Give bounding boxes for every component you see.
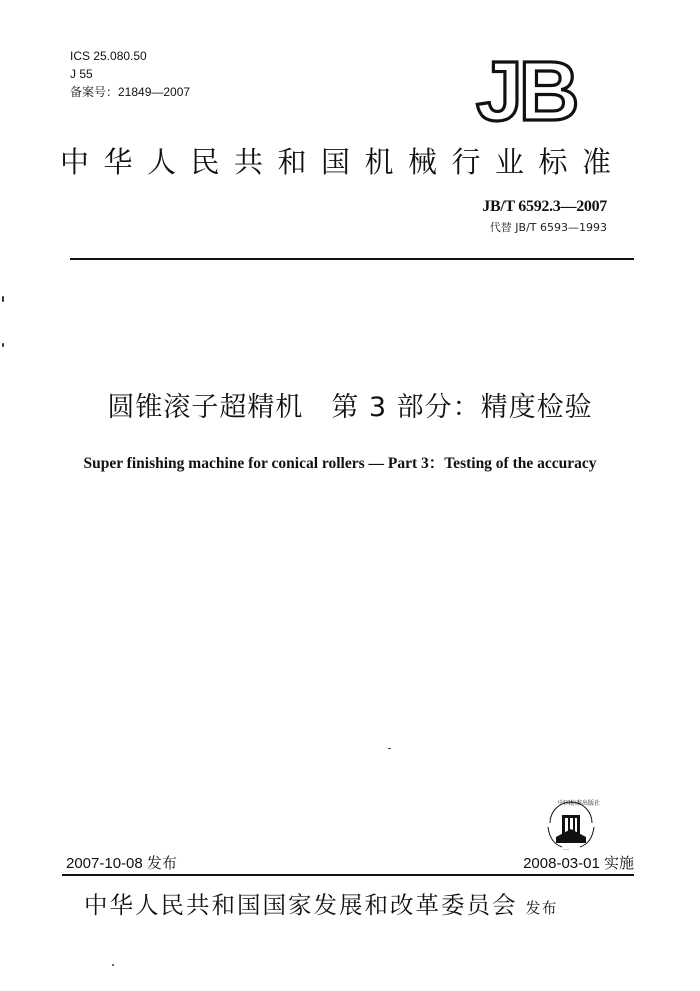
publisher-seal-icon bbox=[538, 793, 604, 853]
issue-date: 2007-10-08 发布 bbox=[66, 855, 177, 872]
issuing-authority bbox=[84, 886, 558, 920]
document-title-english: Super finishing machine for conical rollers — Part 3：Testing of the accuracy bbox=[83, 455, 597, 472]
issuer-suffix: 发布 bbox=[525, 899, 558, 917]
ics-code: ICS 25.080.50 bbox=[70, 49, 147, 63]
seal-lettering: 中国标准出版社 bbox=[558, 800, 601, 807]
publisher-seal bbox=[538, 793, 604, 853]
issuer-name: 中华人民共和国国家发展和改革委员会 bbox=[84, 891, 518, 919]
svg-text:JB: JB bbox=[476, 58, 576, 126]
jb-logo-graphic bbox=[474, 58, 604, 126]
scan-speck bbox=[2, 296, 4, 302]
svg-text:·····: ····· bbox=[563, 847, 570, 852]
bottom-divider bbox=[62, 874, 634, 876]
top-divider bbox=[70, 258, 634, 260]
document-title-chinese: 圆锥滚子超精机 第 3 部分：精度检验 bbox=[107, 392, 593, 423]
scan-speck bbox=[112, 964, 114, 966]
scan-speck bbox=[388, 748, 391, 749]
implementation-date: 2008-03-01 实施 bbox=[523, 855, 634, 872]
classification-code: J 55 bbox=[70, 67, 93, 81]
standard-category-title: 中华人民共和国机械行业标准 bbox=[60, 145, 626, 179]
standard-number: JB/T 6592.3—2007 bbox=[482, 198, 607, 215]
filing-number: 备案号：21849—2007 bbox=[70, 85, 191, 99]
replaces-standard: 代替 JB/T 6593—1993 bbox=[489, 221, 607, 234]
scan-speck bbox=[2, 343, 4, 347]
jb-logo bbox=[474, 58, 604, 126]
